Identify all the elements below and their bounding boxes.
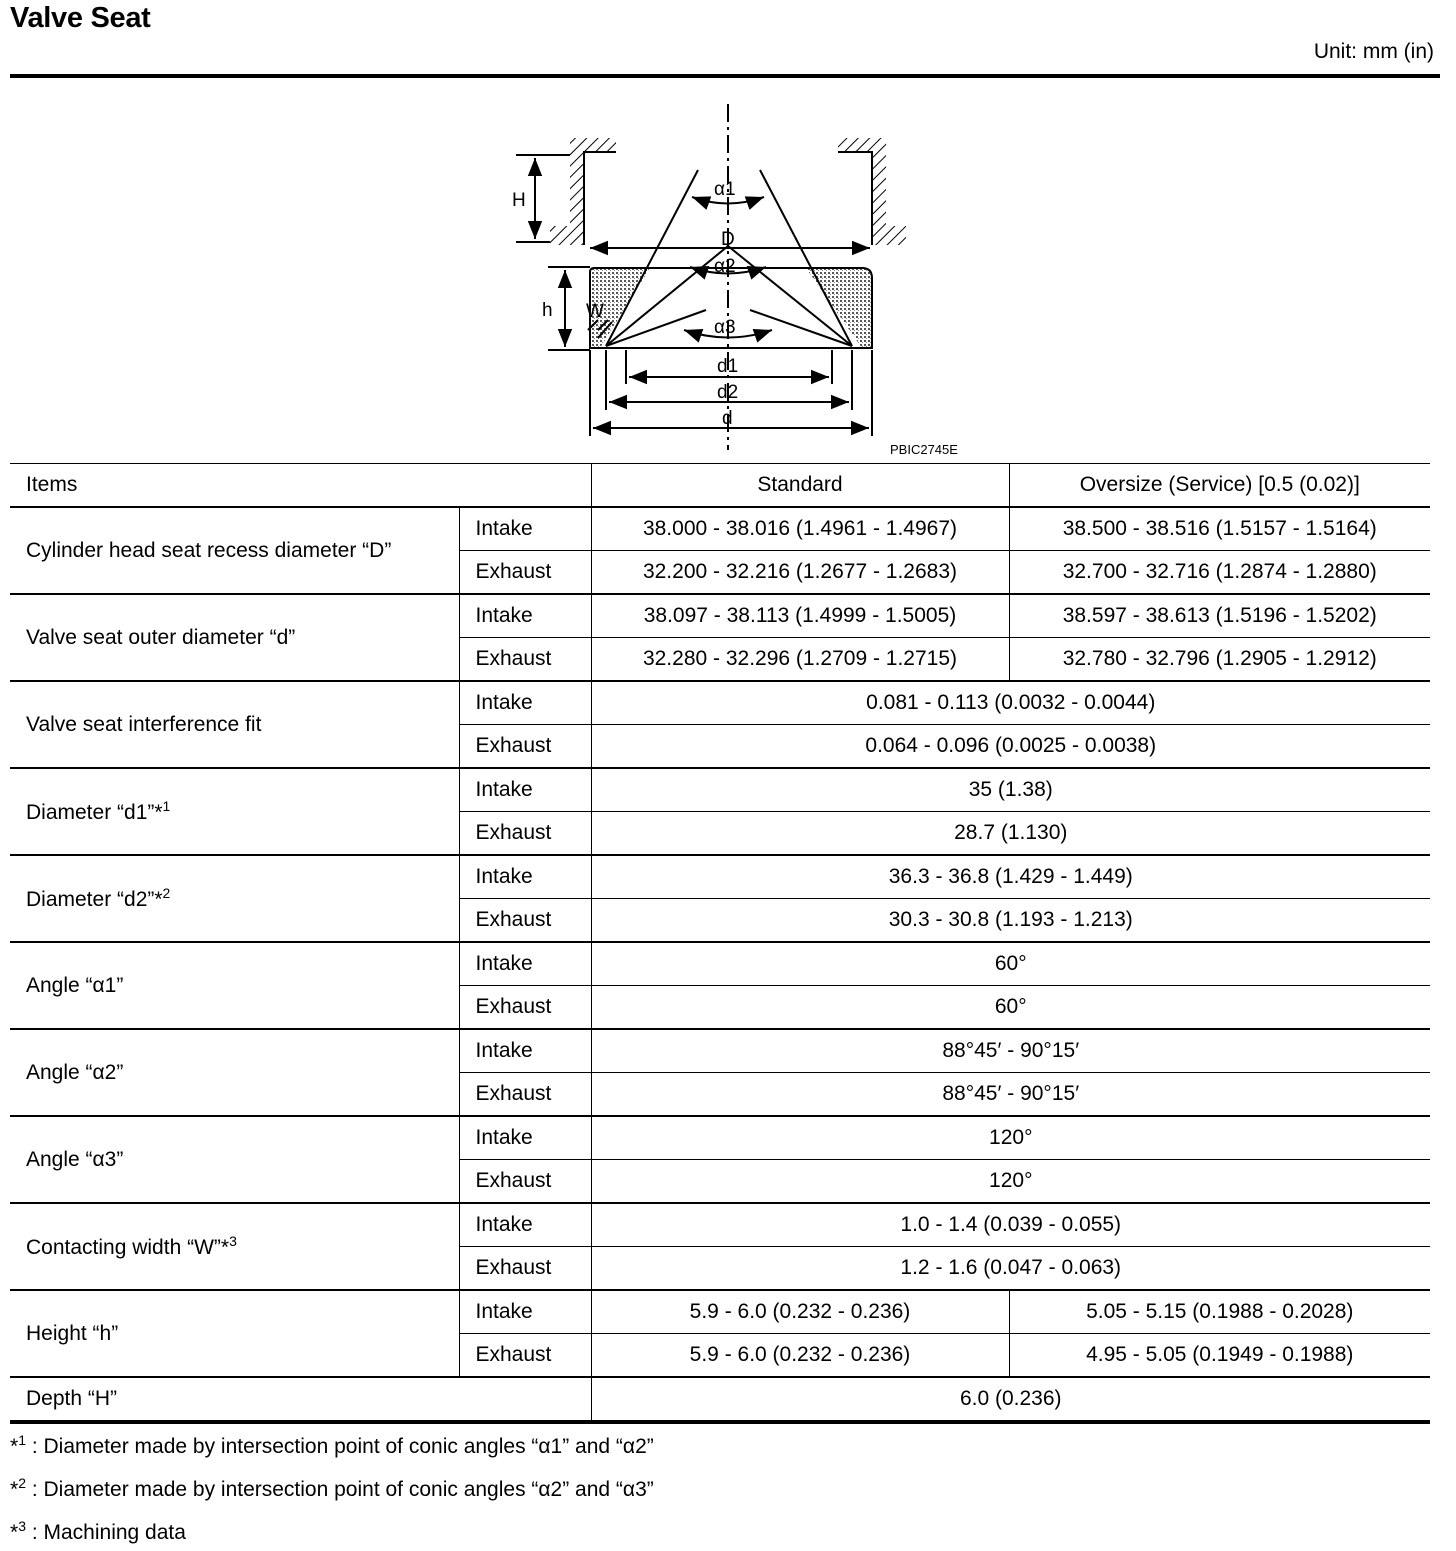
side-label: Exhaust — [459, 725, 591, 769]
footnotes — [10, 1422, 654, 1551]
side-label: Intake — [459, 942, 591, 986]
side-label: Intake — [459, 507, 591, 551]
label-d2: d2 — [717, 382, 739, 403]
cell-value: 6.0 (0.236) — [591, 1377, 1430, 1422]
footnote-ref: 3 — [229, 1233, 237, 1249]
label-d: d — [722, 408, 733, 429]
table-row — [10, 1290, 1430, 1334]
label-h: h — [542, 300, 553, 321]
cylinder-head-right — [838, 138, 906, 245]
side-label: Exhaust — [459, 551, 591, 595]
cell-value: 88°45′ - 90°15′ — [591, 1029, 1430, 1073]
side-label: Intake — [459, 594, 591, 638]
valve-seat-spec-table — [10, 463, 1430, 1424]
footnote-num: 3 — [18, 1518, 26, 1534]
header-items: Items — [10, 464, 591, 508]
header-oversize: Oversize (Service) [0.5 (0.02)] — [1009, 464, 1430, 508]
side-label: Exhaust — [459, 638, 591, 682]
header-standard: Standard — [591, 464, 1009, 508]
footnote-num: 1 — [18, 1432, 26, 1448]
cell-standard: 38.097 - 38.113 (1.4999 - 1.5005) — [591, 594, 1009, 638]
footnote-ref: 2 — [162, 885, 171, 901]
row-label: Cylinder head seat recess diameter “D” — [10, 507, 459, 594]
footnote-ref: 1 — [162, 798, 171, 814]
cell-standard: 32.200 - 32.216 (1.2677 - 1.2683) — [591, 551, 1009, 595]
label-H: H — [512, 190, 526, 211]
table-row — [10, 1203, 1430, 1247]
cell-value: 35 (1.38) — [591, 768, 1430, 812]
table-header-row — [10, 464, 1430, 508]
footnote-mark: * — [10, 1521, 19, 1544]
cell-standard: 32.280 - 32.296 (1.2709 - 1.2715) — [591, 638, 1009, 682]
footnote-num: 2 — [18, 1475, 26, 1491]
footnote-text: : Diameter made by intersection point of conic angles “α2” and “α3” — [31, 1478, 654, 1501]
cell-value: 1.2 - 1.6 (0.047 - 0.063) — [591, 1247, 1430, 1291]
cell-oversize: 38.500 - 38.516 (1.5157 - 1.5164) — [1009, 507, 1430, 551]
valve-seat-diagram — [0, 88, 1456, 468]
label-d1: d1 — [717, 356, 739, 377]
table-row — [10, 1116, 1430, 1160]
table-row — [10, 1029, 1430, 1073]
footnote — [10, 1422, 654, 1465]
row-label-cell — [10, 768, 459, 855]
side-label: Exhaust — [459, 1334, 591, 1378]
table-row — [10, 681, 1430, 725]
cell-oversize: 32.700 - 32.716 (1.2874 - 1.2880) — [1009, 551, 1430, 595]
side-label: Intake — [459, 1290, 591, 1334]
row-label: Diameter “d1”* — [26, 801, 163, 824]
row-label: Valve seat interference fit — [10, 681, 459, 768]
table-row — [10, 855, 1430, 899]
label-alpha3: α3 — [714, 317, 736, 338]
row-label: Height “h” — [10, 1290, 459, 1377]
footnote-mark: * — [10, 1478, 19, 1501]
cell-value: 36.3 - 36.8 (1.429 - 1.449) — [591, 855, 1430, 899]
figure-code: PBIC2745E — [890, 442, 958, 457]
side-label: Exhaust — [459, 1073, 591, 1117]
table-row — [10, 1377, 1430, 1422]
cell-value: 1.0 - 1.4 (0.039 - 0.055) — [591, 1203, 1430, 1247]
cell-value: 28.7 (1.130) — [591, 812, 1430, 856]
cell-standard: 5.9 - 6.0 (0.232 - 0.236) — [591, 1334, 1009, 1378]
side-label: Intake — [459, 768, 591, 812]
footnote-text: : Machining data — [31, 1521, 186, 1544]
table-row — [10, 594, 1430, 638]
row-label-cell — [10, 1203, 459, 1290]
table-row — [10, 942, 1430, 986]
cell-oversize: 4.95 - 5.05 (0.1949 - 0.1988) — [1009, 1334, 1430, 1378]
cell-oversize: 5.05 - 5.15 (0.1988 - 0.2028) — [1009, 1290, 1430, 1334]
side-label: Exhaust — [459, 1247, 591, 1291]
cell-value: 0.081 - 0.113 (0.0032 - 0.0044) — [591, 681, 1430, 725]
table-row — [10, 768, 1430, 812]
side-label: Intake — [459, 855, 591, 899]
footnote-text: : Diameter made by intersection point of conic angles “α1” and “α2” — [31, 1435, 654, 1458]
row-label: Diameter “d2”* — [26, 888, 163, 911]
cell-oversize: 32.780 - 32.796 (1.2905 - 1.2912) — [1009, 638, 1430, 682]
cell-oversize: 38.597 - 38.613 (1.5196 - 1.5202) — [1009, 594, 1430, 638]
side-label: Exhaust — [459, 899, 591, 943]
footnote-mark: * — [10, 1435, 19, 1458]
cell-value: 30.3 - 30.8 (1.193 - 1.213) — [591, 899, 1430, 943]
footnote — [10, 1465, 654, 1508]
cell-standard: 5.9 - 6.0 (0.232 - 0.236) — [591, 1290, 1009, 1334]
side-label: Intake — [459, 681, 591, 725]
cell-value: 120° — [591, 1116, 1430, 1160]
row-label-cell — [10, 855, 459, 942]
side-label: Exhaust — [459, 812, 591, 856]
row-label: Valve seat outer diameter “d” — [10, 594, 459, 681]
label-D: D — [721, 229, 735, 250]
unit-label: Unit: mm (in) — [1313, 40, 1434, 63]
cell-standard: 38.000 - 38.016 (1.4961 - 1.4967) — [591, 507, 1009, 551]
cell-value: 60° — [591, 942, 1430, 986]
cell-value: 120° — [591, 1160, 1430, 1204]
cell-value: 0.064 - 0.096 (0.0025 - 0.0038) — [591, 725, 1430, 769]
side-label: Exhaust — [459, 1160, 591, 1204]
row-label: Depth “H” — [10, 1377, 591, 1422]
label-alpha1: α1 — [714, 179, 736, 200]
side-label: Exhaust — [459, 986, 591, 1030]
row-label: Angle “α1” — [10, 942, 459, 1029]
cell-value: 88°45′ - 90°15′ — [591, 1073, 1430, 1117]
row-label: Angle “α3” — [10, 1116, 459, 1203]
top-rule — [10, 74, 1440, 78]
side-label: Intake — [459, 1116, 591, 1160]
side-label: Intake — [459, 1203, 591, 1247]
row-label: Contacting width “W”* — [26, 1236, 230, 1259]
side-label: Intake — [459, 1029, 591, 1073]
table-row — [10, 507, 1430, 551]
row-label: Angle “α2” — [10, 1029, 459, 1116]
page-title: Valve Seat — [10, 2, 151, 34]
label-alpha2: α2 — [714, 256, 736, 277]
cell-value: 60° — [591, 986, 1430, 1030]
label-W: W — [586, 301, 604, 322]
